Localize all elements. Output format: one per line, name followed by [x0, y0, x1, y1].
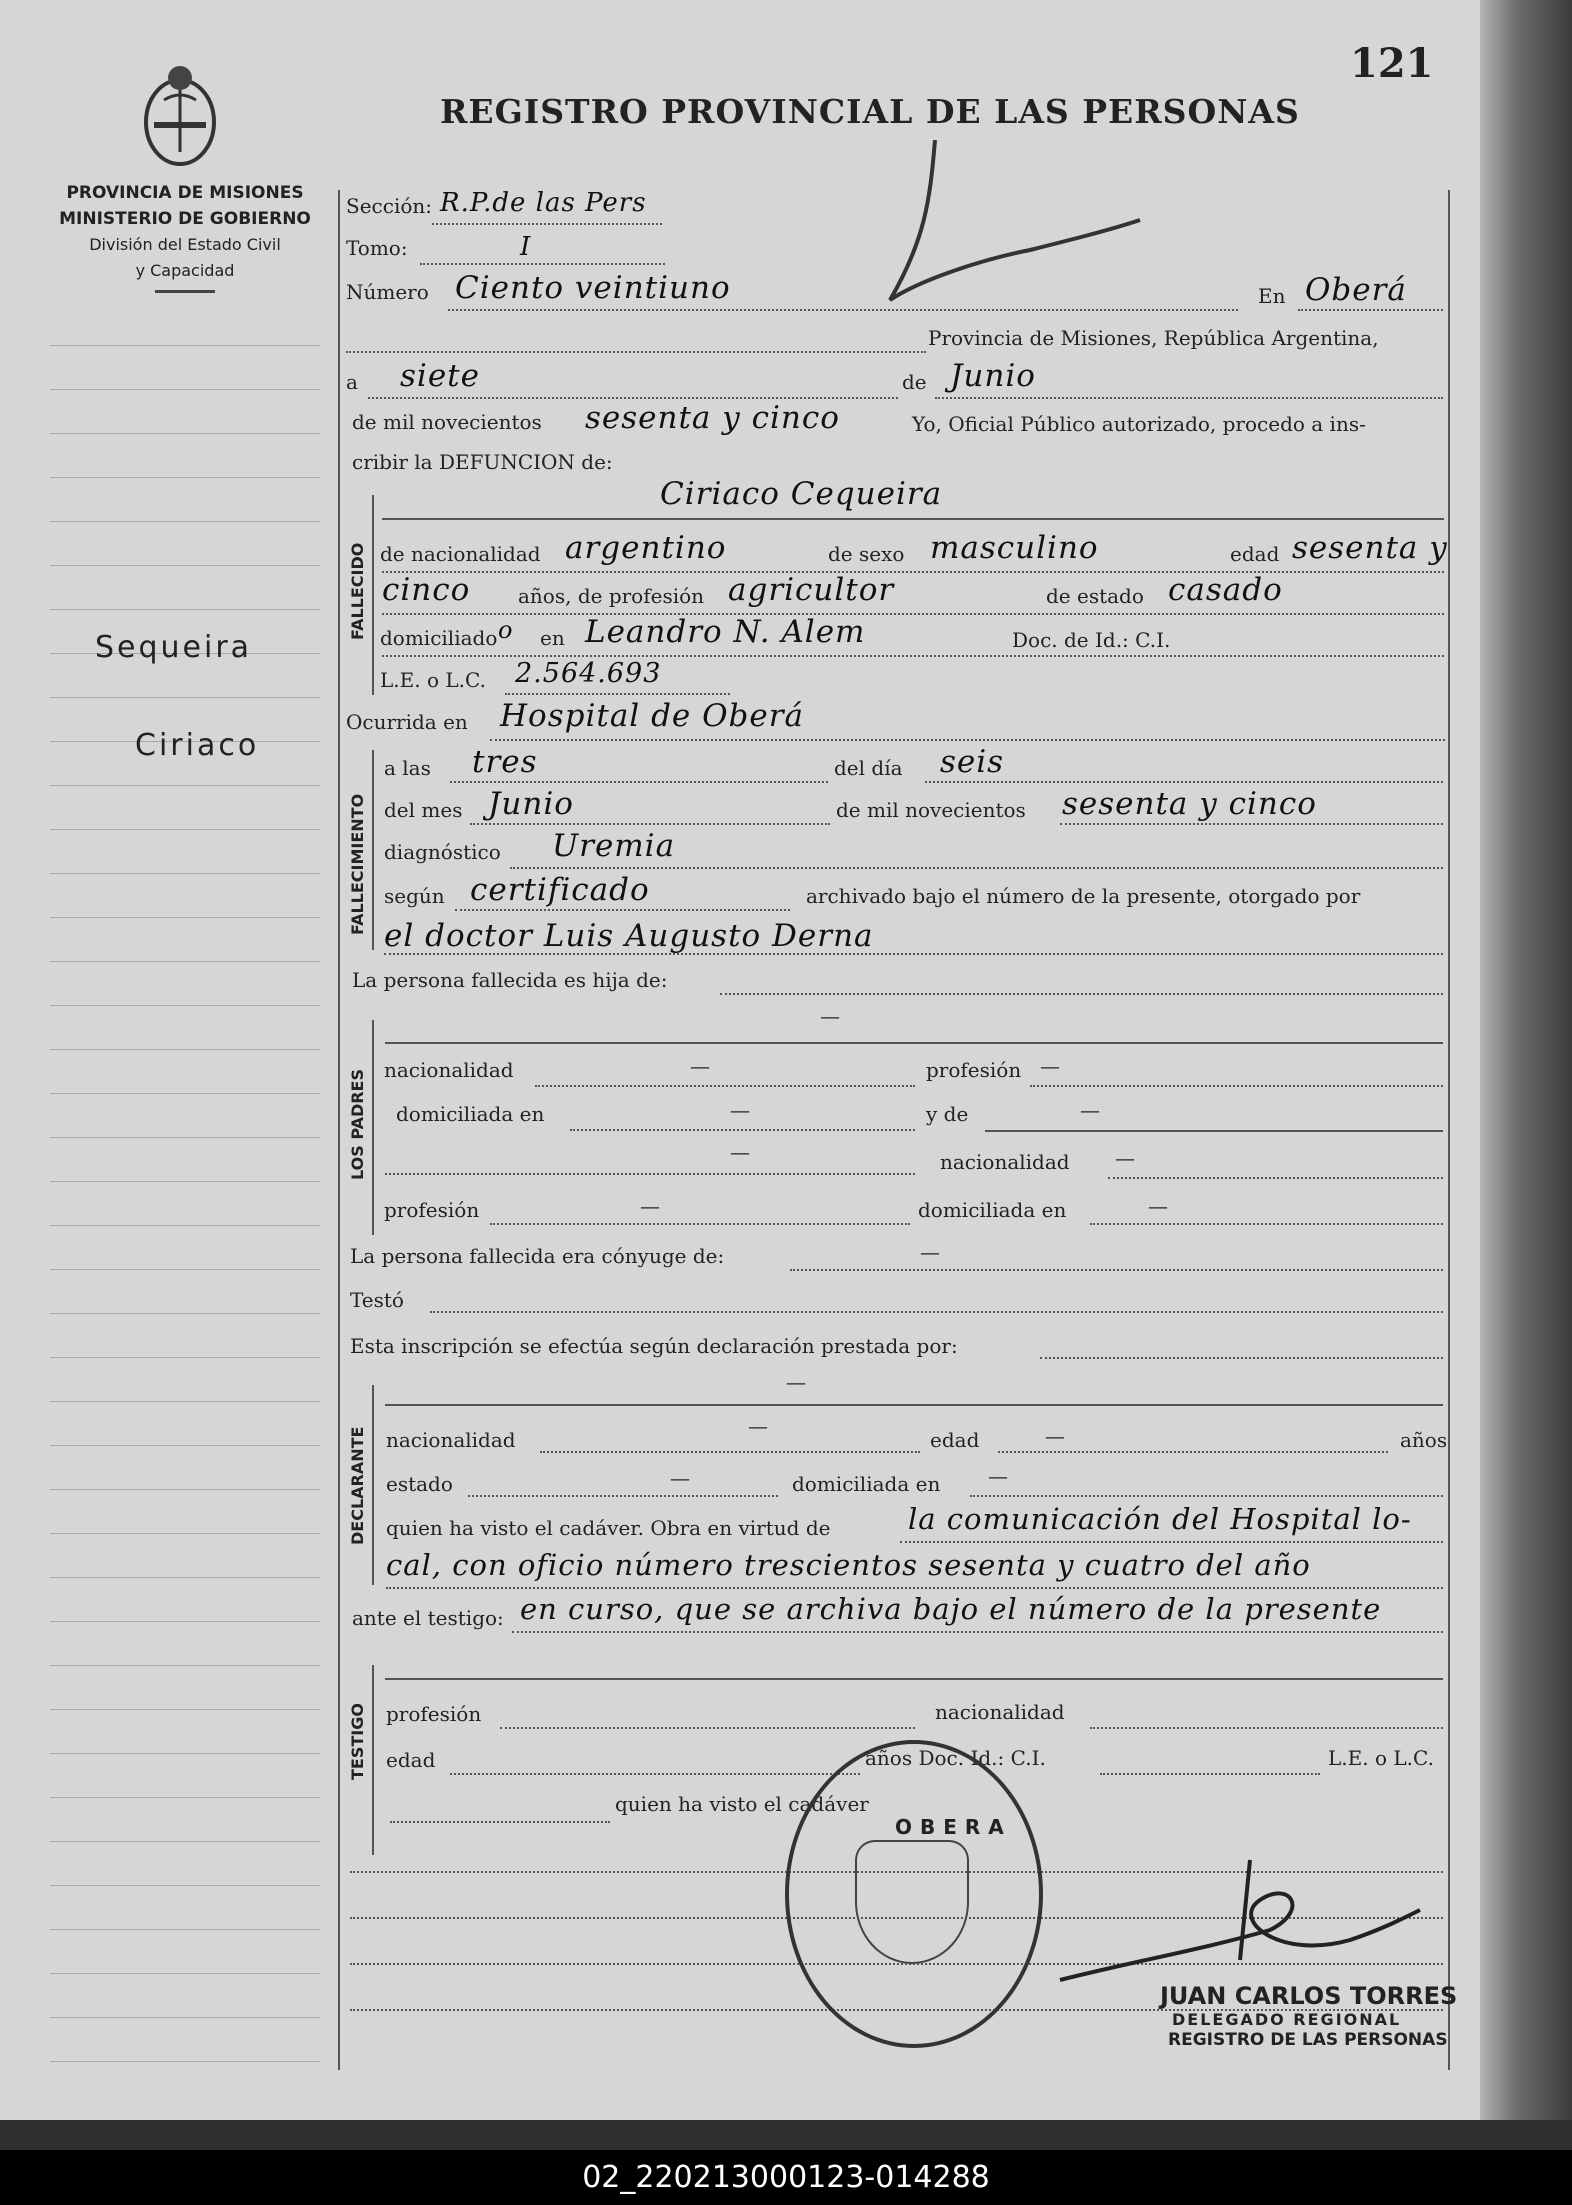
oficial-text: Yo, Oficial Público autorizado, procedo a ins- [912, 412, 1366, 436]
madre-nacionalidad-dots [1108, 1176, 1443, 1179]
anios-label: años, de profesión [518, 584, 705, 608]
de-label: de [902, 370, 927, 394]
a-las-label: a las [384, 756, 431, 780]
margin-rule-line [50, 697, 320, 698]
padre-name-rule [385, 1042, 1443, 1044]
margin-rule-line [50, 917, 320, 918]
segun-label: según [384, 884, 445, 908]
fallecido-bracket [372, 495, 374, 695]
estado-value: casado [1168, 572, 1283, 608]
provincia-dots [346, 350, 926, 353]
sexo-label: de sexo [828, 542, 905, 566]
margin-rule-line [50, 2061, 320, 2062]
margin-rule-line [50, 1137, 320, 1138]
testigo-cadaver-label: quien ha visto el cadáver [615, 1792, 869, 1816]
le-dots [505, 692, 730, 695]
anio-fallecimiento-value: sesenta y cinco [1062, 786, 1317, 822]
padre-nacionalidad-dots [535, 1084, 915, 1087]
estado-label: de estado [1046, 584, 1144, 608]
margin-rule-line [50, 1049, 320, 1050]
mes-value: Junio [950, 358, 1036, 394]
margin-rule-line [50, 829, 320, 830]
seccion-dots [432, 222, 662, 225]
margin-rule-line [50, 1533, 320, 1534]
declarante-nacionalidad-dots [540, 1450, 920, 1453]
margin-rule-line [50, 1489, 320, 1490]
ministry-underline [155, 290, 215, 293]
ministry-line-capacity: y Capacidad [135, 261, 235, 280]
margin-rule-line [50, 1753, 320, 1754]
declarante-nacionalidad-label: nacionalidad [386, 1428, 516, 1452]
name-rule [382, 518, 1444, 520]
margin-given-name: Ciriaco [135, 728, 260, 763]
docid-label: Doc. de Id.: C.I. [1012, 628, 1171, 652]
declarante-estado-label: estado [386, 1472, 453, 1496]
ministry-line-province: PROVINCIA DE MISIONES [66, 183, 304, 203]
testigo-nacionalidad-label: nacionalidad [935, 1700, 1065, 1724]
hija-de-dots [720, 992, 1443, 995]
dia-value: siete [400, 358, 480, 394]
madre-dots-2 [385, 1172, 915, 1175]
padre-domiciliada-label: domiciliada en [396, 1102, 545, 1126]
padre-nacionalidad-dash: — [690, 1054, 710, 1078]
declarante-nacionalidad-dash: — [748, 1414, 768, 1438]
ministry-line-ministry: MINISTERIO DE GOBIERNO [59, 209, 311, 229]
madre-domiciliada-label: domiciliada en [918, 1198, 1067, 1222]
madre-profesion-dash: — [640, 1194, 660, 1218]
del-mes-label: del mes [384, 798, 463, 822]
testo-dots [430, 1310, 1443, 1313]
margin-rule-line [50, 1445, 320, 1446]
madre-dash-2: — [730, 1140, 750, 1164]
doctor-dots [384, 952, 1443, 955]
anio-fallecimiento-dots [1060, 822, 1443, 825]
padre-profesion-dash: — [1040, 1054, 1060, 1078]
madre-profesion-label: profesión [384, 1198, 480, 1222]
margin-rule-line [50, 389, 320, 390]
madre-name-rule [985, 1130, 1443, 1132]
inscripcion-dots [1040, 1356, 1443, 1359]
margin-rule-line [50, 1313, 320, 1314]
declarante-domiciliada-dots [970, 1494, 1443, 1497]
declarante-name-dash: — [786, 1370, 806, 1394]
main-vertical-rule [338, 190, 340, 2070]
ante-testigo-label: ante el testigo: [352, 1606, 504, 1630]
margin-rule-line [50, 1841, 320, 1842]
seccion-label: Sección: [346, 194, 432, 218]
mes-fallecimiento-value: Junio [488, 786, 574, 822]
testigo-profesion-dots [500, 1726, 915, 1729]
deceased-name: Ciriaco Cequeira [660, 476, 943, 512]
margin-rule-line [50, 2017, 320, 2018]
testigo-doc-label: años Doc. Id.: C.I. [865, 1746, 1046, 1770]
hora-dots [450, 780, 828, 783]
margin-rule-line [50, 1709, 320, 1710]
padres-bracket [372, 1020, 374, 1235]
numero-value: Ciento veintiuno [455, 270, 731, 306]
signer-role: DELEGADO REGIONAL [1172, 2010, 1402, 2029]
declarante-name-rule [385, 1404, 1443, 1406]
stamp-text: OBERA [895, 1815, 1012, 1839]
margin-rule-line [50, 1973, 320, 1974]
edad-label: edad [1230, 542, 1280, 566]
conyuge-dash: — [920, 1240, 940, 1264]
domiciliado-en-label: en [540, 626, 565, 650]
padre-domiciliada-dash: — [730, 1098, 750, 1122]
conyuge-dots [790, 1268, 1443, 1271]
document-title: REGISTRO PROVINCIAL DE LAS PERSONAS [440, 92, 1300, 131]
testigo-le-label: L.E. o L.C. [1328, 1746, 1434, 1770]
domiciliado-label: domiciliado [380, 626, 498, 650]
profesion-dots [382, 612, 1444, 615]
margin-rule-line [50, 433, 320, 434]
testigo-edad-dots [450, 1772, 860, 1775]
testigo-nacionalidad-dots [1090, 1726, 1443, 1729]
mes-dots [935, 396, 1443, 399]
provincia-text: Provincia de Misiones, República Argentina, [928, 326, 1379, 350]
ocurrida-label: Ocurrida en [346, 710, 468, 734]
de-mil-label: de mil novecientos [836, 798, 1026, 822]
segun-dots [455, 908, 790, 911]
diagnostico-label: diagnóstico [384, 840, 501, 864]
doctor-value: el doctor Luis Augusto Derna [384, 918, 874, 954]
testigo-cadaver-dots [390, 1820, 610, 1823]
segun-value: certificado [470, 872, 650, 908]
del-dia-label: del día [834, 756, 903, 780]
margin-rule-line [50, 873, 320, 874]
hija-de-label: La persona fallecida es hija de: [352, 968, 668, 992]
y-de-label: y de [926, 1102, 969, 1126]
numero-label: Número [346, 280, 429, 304]
signer-office: REGISTRO DE LAS PERSONAS [1168, 2030, 1448, 2050]
mil-label: de mil novecientos [352, 410, 542, 434]
dia-dots [368, 396, 898, 399]
domiciliado-suffix: o [498, 616, 514, 644]
dia-fallecimiento-value: seis [940, 744, 1005, 780]
le-value: 2.564.693 [515, 658, 662, 689]
declarante-cadaver-label: quien ha visto el cadáver. Obra en virtud de [386, 1516, 831, 1540]
margin-rule-line [50, 521, 320, 522]
page-number: 121 [1350, 40, 1434, 87]
en-label: En [1258, 284, 1286, 308]
profesion-value: agricultor [728, 572, 895, 608]
margin-rule-line [50, 345, 320, 346]
madre-domiciliada-dash: — [1148, 1194, 1168, 1218]
mes-fallecimiento-dots [470, 822, 830, 825]
testo-label: Testó [350, 1288, 404, 1312]
stamp-emblem-icon [855, 1840, 969, 1964]
right-vertical-rule [1448, 190, 1450, 2070]
image-caption: 02_220213000123-014288 [0, 2150, 1572, 2205]
madre-nacionalidad-dash: — [1115, 1146, 1135, 1170]
declarante-side-label: DECLARANTE [348, 1426, 367, 1545]
margin-rule-line [50, 609, 320, 610]
book-binding [1480, 0, 1572, 2120]
margin-rule-line [50, 477, 320, 478]
madre-nacionalidad-label: nacionalidad [940, 1150, 1070, 1174]
fallecimiento-bracket [372, 750, 374, 950]
en-dots [1298, 308, 1443, 311]
margin-rule-line [50, 1005, 320, 1006]
margin-rule-line [50, 1929, 320, 1930]
diagnostico-value: Uremia [552, 828, 676, 864]
diagnostico-dots [510, 866, 1443, 869]
testigo-side-label: TESTIGO [348, 1703, 367, 1780]
margin-rule-line [50, 1621, 320, 1622]
hora-value: tres [472, 744, 538, 780]
cribir-text: cribir la DEFUNCION de: [352, 450, 613, 474]
margin-rule-line [50, 1225, 320, 1226]
margin-rule-line [50, 1665, 320, 1666]
margin-rule-line [50, 1577, 320, 1578]
padre-profesion-dots [1030, 1084, 1443, 1087]
testigo-doc-dots [1100, 1772, 1320, 1775]
declarante-edad-dots [998, 1450, 1388, 1453]
ocurrida-value: Hospital de Oberá [500, 698, 805, 734]
padre-domiciliada-dots [570, 1128, 915, 1131]
seccion-value: R.P.de las Pers [440, 188, 647, 218]
margin-rule-line [50, 961, 320, 962]
declarante-estado-dots [468, 1494, 778, 1497]
tomo-dots [420, 262, 665, 265]
edad-value-1: sesenta y [1292, 530, 1448, 566]
testigo-name-rule [385, 1678, 1443, 1680]
ocurrida-dots [490, 738, 1445, 741]
margin-rule-line [50, 1269, 320, 1270]
anio-value: sesenta y cinco [585, 400, 840, 436]
margin-rule-line [50, 1797, 320, 1798]
margin-rule-line [50, 1401, 320, 1402]
obra-value-2: cal, con oficio número trescientos sesenta y cuatro del año [386, 1548, 1311, 1582]
declarante-domiciliada-label: domiciliada en [792, 1472, 941, 1496]
coat-of-arms-icon [140, 60, 220, 170]
padre-profesion-label: profesión [926, 1058, 1022, 1082]
obra-dots-1 [900, 1540, 1443, 1543]
declarante-edad-dash: — [1045, 1424, 1065, 1448]
ministry-block [40, 180, 330, 284]
a-label: a [346, 370, 358, 394]
margin-rule-line [50, 1093, 320, 1094]
declarante-edad-label: edad [930, 1428, 980, 1452]
margin-rule-line [50, 1885, 320, 1886]
domicilio-value: Leandro N. Alem [585, 614, 866, 650]
obra-value-1: la comunicación del Hospital lo- [908, 1502, 1412, 1536]
margin-surname: Sequeira [95, 630, 253, 665]
padre-name-dash: — [820, 1004, 840, 1028]
archivado-text: archivado bajo el número de la presente, otorgado por [806, 884, 1361, 908]
nacionalidad-label: de nacionalidad [380, 542, 541, 566]
domicilio-dots [382, 654, 1444, 657]
inscripcion-label: Esta inscripción se efectúa según declaración prestada por: [350, 1334, 958, 1358]
obra-dots-3 [512, 1630, 1443, 1633]
ministry-line-division: División del Estado Civil [89, 235, 281, 254]
declarante-bracket [372, 1385, 374, 1585]
obra-value-3: en curso, que se archiva bajo el número de la presente [520, 1592, 1382, 1626]
margin-rule-line [50, 565, 320, 566]
testigo-profesion-label: profesión [386, 1702, 482, 1726]
header-signature-icon [870, 140, 1200, 320]
le-label: L.E. o L.C. [380, 668, 486, 692]
en-value: Oberá [1305, 272, 1407, 308]
conyuge-label: La persona fallecida era cónyuge de: [350, 1244, 725, 1268]
tomo-label: Tomo: [346, 236, 408, 260]
madre-profesion-dots [490, 1222, 910, 1225]
declarante-estado-dash: — [670, 1466, 690, 1490]
fallecido-side-label: FALLECIDO [348, 542, 367, 640]
madre-name-dash: — [1080, 1098, 1100, 1122]
nacionalidad-value: argentino [565, 530, 727, 566]
margin-rule-line [50, 1181, 320, 1182]
testigo-edad-label: edad [386, 1748, 436, 1772]
signer-name: JUAN CARLOS TORRES [1160, 1982, 1458, 2010]
obra-dots-2 [386, 1586, 1443, 1589]
margin-rule-line [50, 785, 320, 786]
margin-rule-line [50, 1357, 320, 1358]
madre-domiciliada-dots [1090, 1222, 1443, 1225]
fallecimiento-side-label: FALLECIMIENTO [348, 793, 367, 935]
padres-side-label: LOS PADRES [348, 1068, 367, 1180]
testigo-bracket [372, 1665, 374, 1855]
dia-fallecimiento-dots [925, 780, 1443, 783]
edad-value-2: cinco [382, 572, 471, 608]
sexo-value: masculino [930, 530, 1099, 566]
declarante-anios-label: años [1400, 1428, 1448, 1452]
declarante-domiciliada-dash: — [988, 1464, 1008, 1488]
padre-nacionalidad-label: nacionalidad [384, 1058, 514, 1082]
nacionalidad-dots [382, 570, 1444, 573]
tomo-value: I [520, 232, 532, 262]
